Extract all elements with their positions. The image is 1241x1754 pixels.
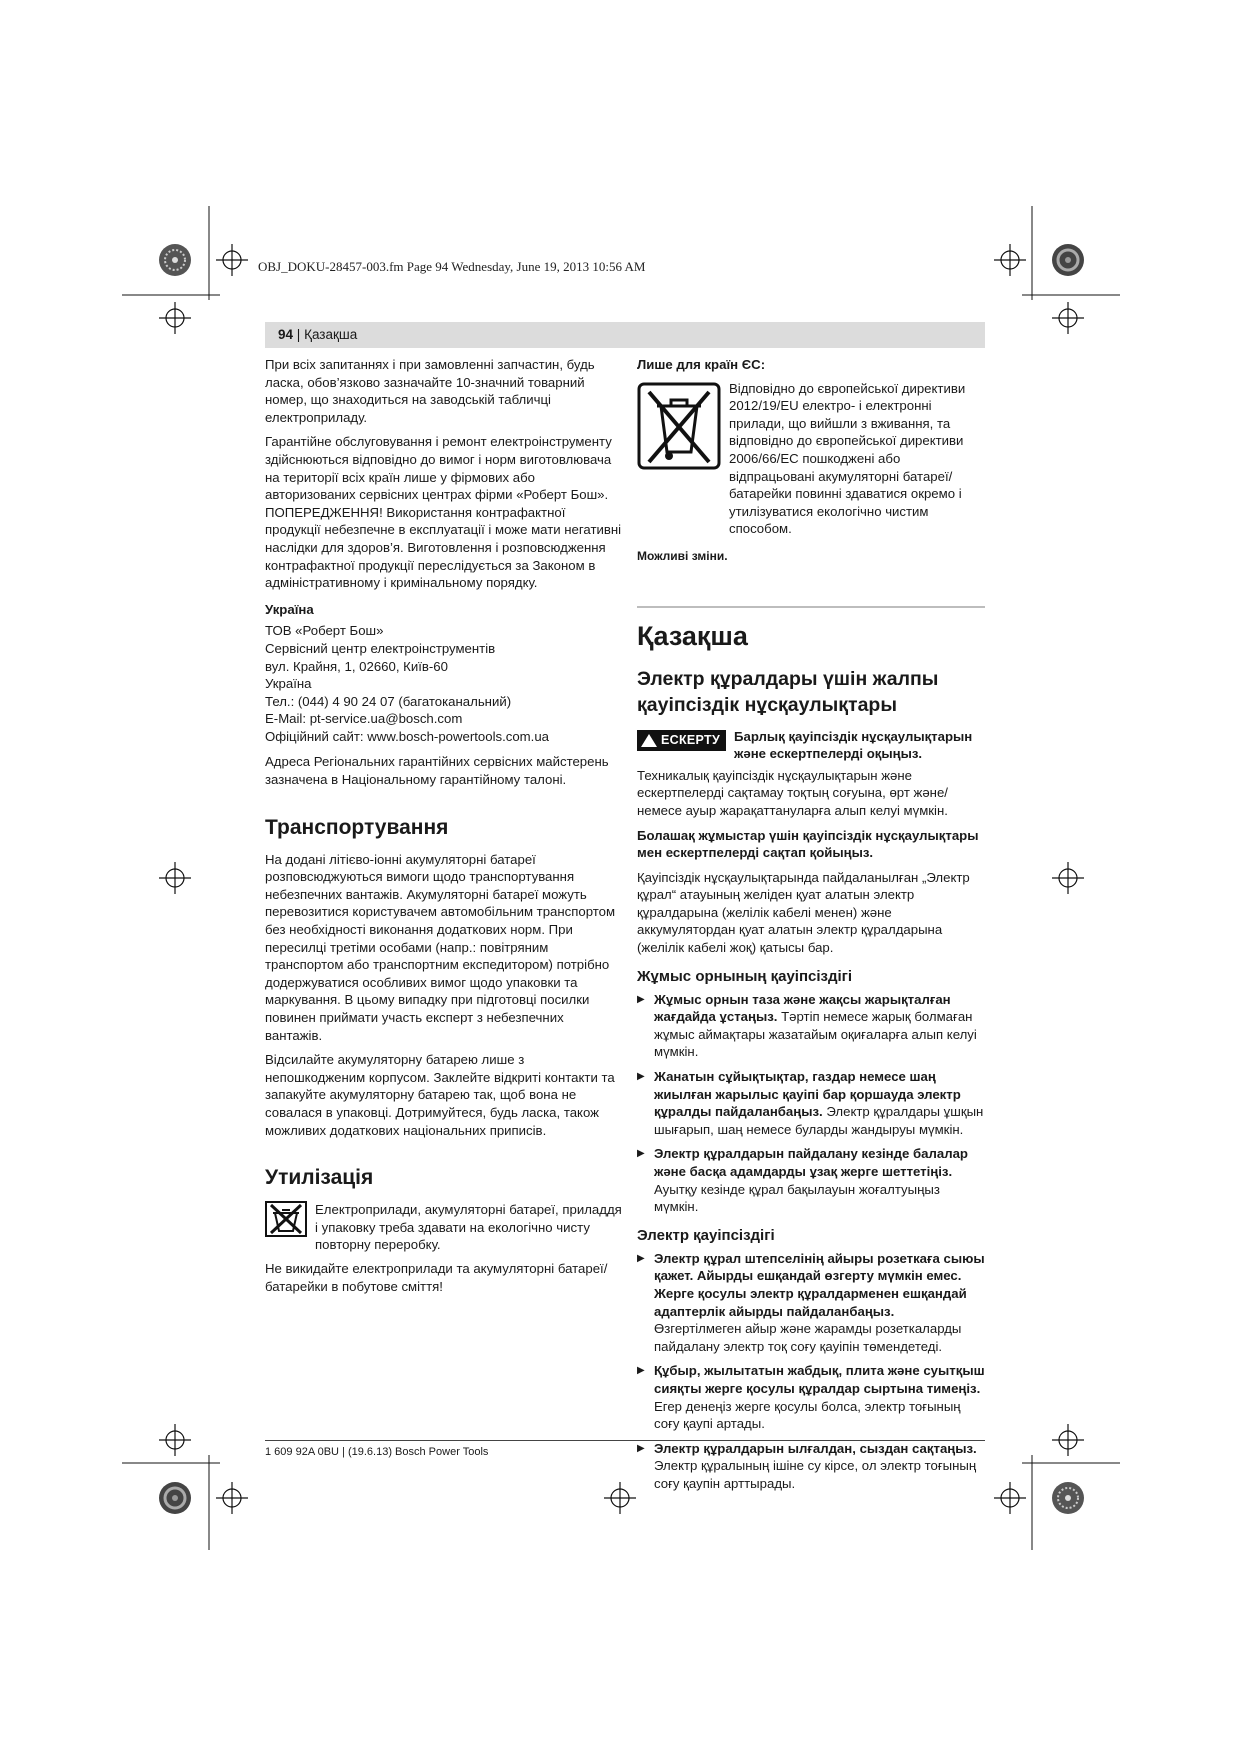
page-header (265, 322, 985, 348)
eu-directive-text: Відповідно до європейської директиви 2012/19/EU електро- і електронні прилади, що вийшли з вживання, та відповідно до європейської директиви 2006/66/EC пошкоджені або відпрацьовані акумуляторні батареї/батарейки повинні здаватися окремо і утилізуватися екологічно чистим способом. (729, 380, 966, 537)
list-item: ▶ Құбыр, жылытатын жабдық, плита және суытқыш сияқты жерге қосулы құралдар сыртына тимеңіз. Егер денеңіз жерге қосулы болса, электр тоғының соғу қаупі артады. (637, 1362, 985, 1432)
left-column (265, 356, 623, 1302)
address-line: ТОВ «Роберт Бош» (265, 623, 384, 639)
changes-note: Можливі зміни. (637, 548, 728, 563)
warning-badge: ЕСКЕРТУ (637, 730, 726, 752)
eu-heading: Лише для країн ЄС: (637, 357, 766, 372)
address-line: Офіційний сайт: www.bosch-powertools.com.ua (265, 728, 550, 744)
header-section: Қазақша (304, 327, 358, 342)
regional-service-paragraph: Адреса Регіональних гарантійних сервісних майстерень зазначена в Національному гарантійному талоні. (265, 754, 609, 788)
electric-heading: Электр қауіпсіздігі (637, 1226, 775, 1244)
list-item: ▶ Электр құралдарын ылғалдан, сыздан сақтаңыз. Электр құралының ішіне су кірсе, ол электр тоғының соғу қаупін арттырады. (637, 1440, 985, 1493)
transport-heading: Транспортування (265, 815, 449, 839)
weee-bin-icon (637, 382, 721, 470)
warning-triangle-icon (641, 734, 657, 747)
list-item: ▶ Жанатын сұйықтықтар, газдар немесе шаң жиылған жарылыс қауіпі бар қоршауда электр құралды пайдаланбаңыз. Электр құралдары ұшқын шығарып, шаң немесе буларды жандыруы мүмкін. (637, 1068, 985, 1138)
list-item: ▶ Электр құралдарын пайдалану кезінде балалар және басқа адамдарды ұзақ жерге шеттетіңіз. Ауытқу кезінде құрал бақылауын жоғалтуыңыз мүмкін. (637, 1145, 985, 1215)
warranty-paragraph: Гарантійне обслуговування і ремонт електроінструменту здійснюються відповідно до вимог і норм виготовлювача на території всіх країн лише у фірмових або авторизованих сервісних центрах фірми «Роберт Бош». ПОПЕРЕДЖЕННЯ! Використання контрафактної продукції небезпечне в експлуатації і може мати негативні наслідки для здоров’я. Виготовлення і розповсюдження контрафактної продукції переслідується за Законом в адміністративному і кримінальному порядку. (265, 434, 622, 591)
right-column (637, 356, 985, 1500)
warning-text: Техникалық қауіпсіздік нұсқаулықтарын және ескертпелерді сақтамау тоқтың соғуына, өрт және/немесе ауыр жарақаттануларға алып келуі мүмкін. (637, 767, 948, 818)
file-info-line: OBJ_DOKU-28457-003.fm Page 94 Wednesday, June 19, 2013 10:56 AM (258, 259, 646, 274)
header-separator: | (296, 327, 301, 342)
address-line: Україна (265, 676, 312, 692)
transport-paragraph-2: Відсилайте акумуляторну батарею лише з непошкодженим корпусом. Заклейте відкриті контакти та запакуйте акумуляторну батарею так, щоб вона не совалася в упаковці. Дотримуйтеся, будь ласка, також можливих додаткових національних приписів. (265, 1052, 615, 1138)
keep-instructions-text: Болашақ жұмыстар үшін қауіпсіздік нұсқаулықтары мен ескертпелерді сақтап қойыңыз. (637, 827, 979, 861)
disposal-heading: Утилізація (265, 1166, 374, 1190)
disposal-paragraph-1: Електроприлади, акумуляторні батареї, приладдя і упаковку треба здавати на екологічно чисту повторну переробку. (315, 1202, 622, 1253)
page-number: 94 (278, 327, 294, 342)
section-divider (637, 606, 985, 608)
spare-parts-paragraph: При всіх запитаннях і при замовленні запчастин, будь ласка, обов’язково зазначайте 10-значний товарний номер, що знаходиться на заводській табличці електроприладу. (265, 357, 595, 425)
list-item: ▶ Электр құрал штепселінің айыры розеткаға сыюы қажет. Айырды ешқандай өзгерту мүмкін емес. Жерге қосулы электр құралдарменен ешқандай адаптерлік айырды пайдаланбаңыз. Өзгертілмеген айыр және жарамды розеткаларды пайдалану электр тоқ соғу қауіпін төмендетеді. (637, 1250, 985, 1356)
transport-paragraph-1: На додані літієво-іонні акумуляторні батареї розповсюджуються вимоги щодо транспортування небезпечних вантажів. Акумуляторні батареї можуть перевозитися користувачем автомобільним транспортом без необхідності виконання додаткових норм. При пересилці третіми особами (напр.: повітряним транспортом або транспортним експедитором) потрібно додержуватися особливих вимог щодо упаковки та маркування. В цьому випадку при підготовці посилки повинен приймати участь експерт з небезпечних вантажів. (265, 851, 616, 1043)
address-line: Тел.: (044) 4 90 24 07 (багатоканальний) (265, 693, 512, 709)
list-item: ▶ Жұмыс орнын таза және жақсы жарықталған жағдайда ұстаңыз. Тәртіп немесе жарық болмаған жұмыс аймақтары жазатайым оқиғаларға алып келуі мүмкін. (637, 991, 985, 1061)
address-line: Сервісний центр електроінструментів (265, 640, 496, 656)
service-address (265, 622, 623, 745)
ukraine-heading: Україна (265, 601, 314, 617)
term-definition-text: Қауіпсіздік нұсқаулықтарында пайдаланылған „Электр құрал“ атауының желіден қуат алатын электр құралдарына (желілік кабелі менен) және аккумулятордан қуат алатын электр құралдарына (желілік кабелі жоқ) қатысы бар. (637, 869, 970, 956)
disposal-paragraph-2: Не викидайте електроприлади та акумуляторні батареї/ батарейки в побутове сміття! (265, 1260, 608, 1294)
address-line: E-Mail: pt-service.ua@bosch.com (265, 711, 463, 727)
workplace-heading: Жұмыс орнының қауіпсіздігі (637, 967, 853, 985)
language-title: Қазақша (637, 620, 748, 651)
recycle-symbol-icon (265, 1201, 307, 1237)
page-footer: 1 609 92A 0BU | (19.6.13) Bosch Power Tools (265, 1440, 985, 1458)
warning-bold-text: Барлық қауіпсіздік нұсқаулықтарын және ескертпелерді оқыңыз. (734, 728, 973, 762)
safety-title: Электр құралдары үшін жалпы қауіпсіздік нұсқаулықтары (637, 667, 939, 716)
address-line: вул. Крайня, 1, 02660, Київ-60 (265, 658, 448, 674)
